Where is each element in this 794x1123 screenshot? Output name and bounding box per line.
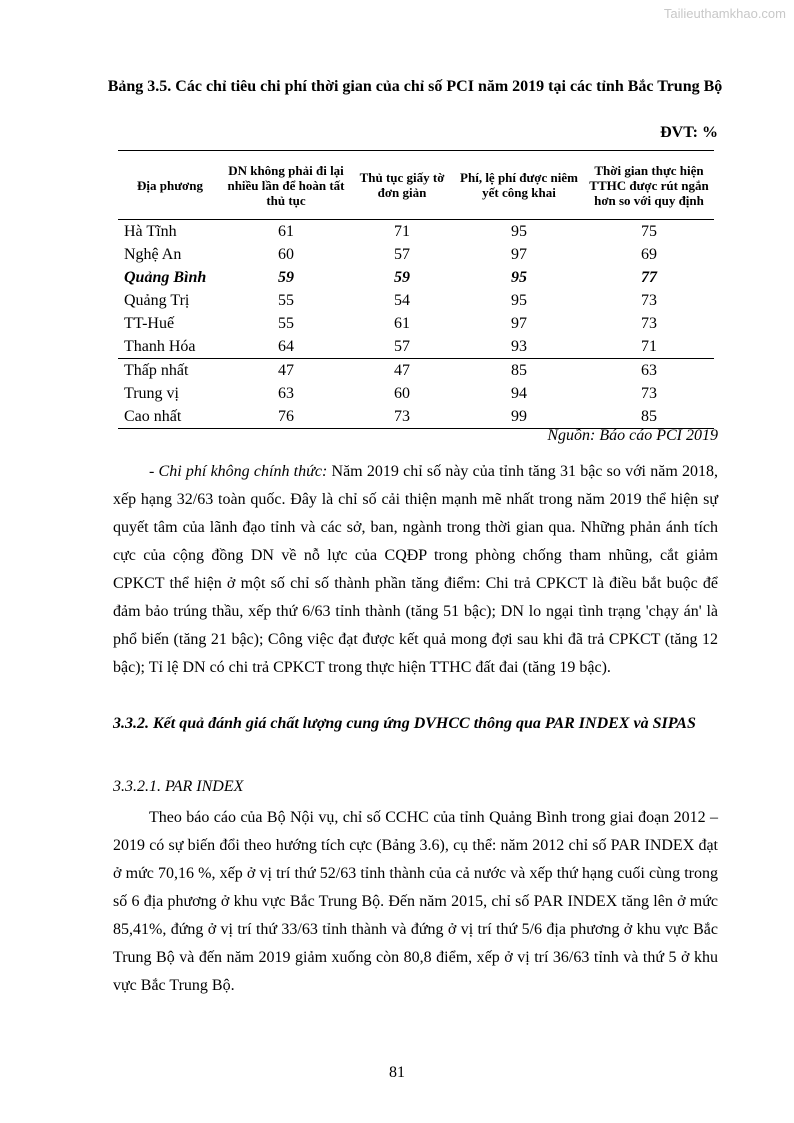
- cell-value: 94: [511, 385, 527, 402]
- cell-value: 61: [394, 315, 410, 332]
- watermark: Tailieuthamkhao.com: [663, 6, 786, 21]
- table-row-highlight: [118, 266, 714, 289]
- table-row: [118, 243, 714, 266]
- table-caption: Bảng 3.5. Các chỉ tiêu chi phí thời gian của chỉ số PCI năm 2019 tại các tỉnh Bắc Trung Bộ: [107, 78, 723, 95]
- table-source: Nguồn: Báo cáo PCI 2019: [547, 427, 718, 444]
- cell-value: 55: [278, 292, 294, 309]
- cell-value: 76: [222, 405, 350, 429]
- cell-value: 54: [394, 292, 410, 309]
- section-heading: 3.3.2. Kết quả đánh giá chất lượng cung ứng DVHCC thông qua PAR INDEX và SIPAS: [113, 715, 696, 732]
- cell-value: 57: [394, 338, 410, 355]
- cell-value: 85: [454, 359, 584, 383]
- cell-region: TT-Huế: [124, 315, 175, 332]
- header-no-repeat-visits: DN không phải đi lại nhiều lần để hoàn tất thủ tục: [222, 151, 350, 220]
- cell-region: Nghệ An: [124, 246, 182, 263]
- cell-value: 75: [641, 223, 657, 240]
- cell-region: Cao nhất: [118, 405, 222, 429]
- cell-value: 77: [641, 269, 657, 286]
- paragraph-informal-costs: [113, 458, 718, 682]
- header-time-shortened: Thời gian thực hiện TTHC được rút ngắn hơn so với quy định: [584, 151, 714, 220]
- table-header-row: [118, 151, 714, 220]
- cell-value: 60: [278, 246, 294, 263]
- table-row: [118, 220, 714, 244]
- unit-label: ĐVT: %: [660, 124, 718, 141]
- cell-value: 93: [511, 338, 527, 355]
- cell-value: 97: [511, 246, 527, 263]
- cell-value: 59: [278, 269, 294, 286]
- header-public-fees: Phí, lệ phí được niêm yết công khai: [454, 151, 584, 220]
- cell-region: Thanh Hóa: [124, 338, 196, 355]
- cell-value: 63: [278, 385, 294, 402]
- cell-value: 95: [511, 292, 527, 309]
- cell-value: 60: [394, 385, 410, 402]
- cell-region: Thấp nhất: [118, 359, 222, 383]
- cell-region: Hà Tĩnh: [124, 223, 177, 240]
- cell-value: 64: [278, 338, 294, 355]
- cell-region: Trung vị: [124, 385, 179, 402]
- cell-value: 55: [278, 315, 294, 332]
- subsection-heading: 3.3.2.1. PAR INDEX: [113, 778, 244, 795]
- cell-region: Quảng Bình: [124, 269, 207, 286]
- cell-value: 47: [350, 359, 454, 383]
- table-row: [118, 312, 714, 335]
- cell-value: 57: [394, 246, 410, 263]
- cell-value: 59: [394, 269, 410, 286]
- page-number: 81: [389, 1064, 405, 1081]
- header-simple-paperwork: Thủ tục giấy tờ đơn giản: [350, 151, 454, 220]
- cell-value: 47: [222, 359, 350, 383]
- cell-value: 63: [584, 359, 714, 383]
- cell-value: 73: [350, 405, 454, 429]
- cell-value: 95: [511, 269, 527, 286]
- cell-value: 71: [641, 338, 657, 355]
- paragraph-lead: - Chi phí không chính thức:: [149, 463, 328, 480]
- pci-table: [118, 150, 714, 429]
- cell-value: 69: [641, 246, 657, 263]
- paragraph-text: Năm 2019 chỉ số này của tỉnh tăng 31 bậc so với năm 2018, xếp hạng 32/63 toàn quốc. Đây là chỉ số cải thiện mạnh mẽ nhất trong năm 2019 thể hiện sự quyết tâm của lãnh đạo tỉnh và các sở, ban, ngành trong thời gian qua. Những phản ánh tích cực của cộng đồng DN về nỗ lực của CQĐP trong phòng chống tham nhũng, cắt giảm CPKCT thể hiện ở một số chỉ số thành phần tăng điểm: Chi trả CPKCT là điều bắt buộc để đảm bảo trúng thầu, xếp thứ 6/63 tỉnh thành (tăng 51 bậc); DN lo ngại tình trạng 'chạy án' là phổ biến (tăng 21 bậc); Công việc đạt được kết quả mong đợi sau khi đã trả CPKCT (tăng 12 bậc); Tỉ lệ DN có chi trả CPKCT trong thực hiện TTHC đất đai (tăng 19 bậc).: [113, 463, 719, 676]
- cell-value: 73: [641, 292, 657, 309]
- cell-value: 73: [641, 315, 657, 332]
- cell-value: 97: [511, 315, 527, 332]
- cell-value: 99: [454, 405, 584, 429]
- header-region: Địa phương: [118, 151, 222, 220]
- cell-value: 71: [394, 223, 410, 240]
- table-row-summary: [118, 382, 714, 405]
- cell-value: 61: [278, 223, 294, 240]
- cell-value: 73: [641, 385, 657, 402]
- paragraph-par-index: Theo báo cáo của Bộ Nội vụ, chỉ số CCHC của tỉnh Quảng Bình trong giai đoạn 2012 – 2019 có sự biến đổi theo hướng tích cực (Bảng 3.6), cụ thể: năm 2012 chỉ số PAR INDEX đạt ở mức 70,16 %, xếp ở vị trí thứ 52/63 tỉnh thành của cả nước và xếp thứ hạng cuối cùng trong số 6 địa phương ở khu vực Bắc Trung Bộ. Đến năm 2015, chỉ số PAR INDEX tăng lên ở mức 85,41%, đứng ở vị trí thứ 33/63 tỉnh thành và đứng ở vị trí thứ 5/6 địa phương ở khu vực Bắc Trung Bộ và đến năm 2019 giảm xuống còn 80,8 điểm, xếp ở vị trí 36/63 tỉnh và thứ 5 ở khu vực Bắc Trung Bộ.: [113, 809, 718, 994]
- table-row: [118, 335, 714, 359]
- table-row-summary: [118, 405, 714, 429]
- cell-value: 85: [584, 405, 714, 429]
- table-row-summary: [118, 359, 714, 383]
- cell-value: 95: [511, 223, 527, 240]
- table-row: [118, 289, 714, 312]
- cell-region: Quảng Trị: [124, 292, 190, 309]
